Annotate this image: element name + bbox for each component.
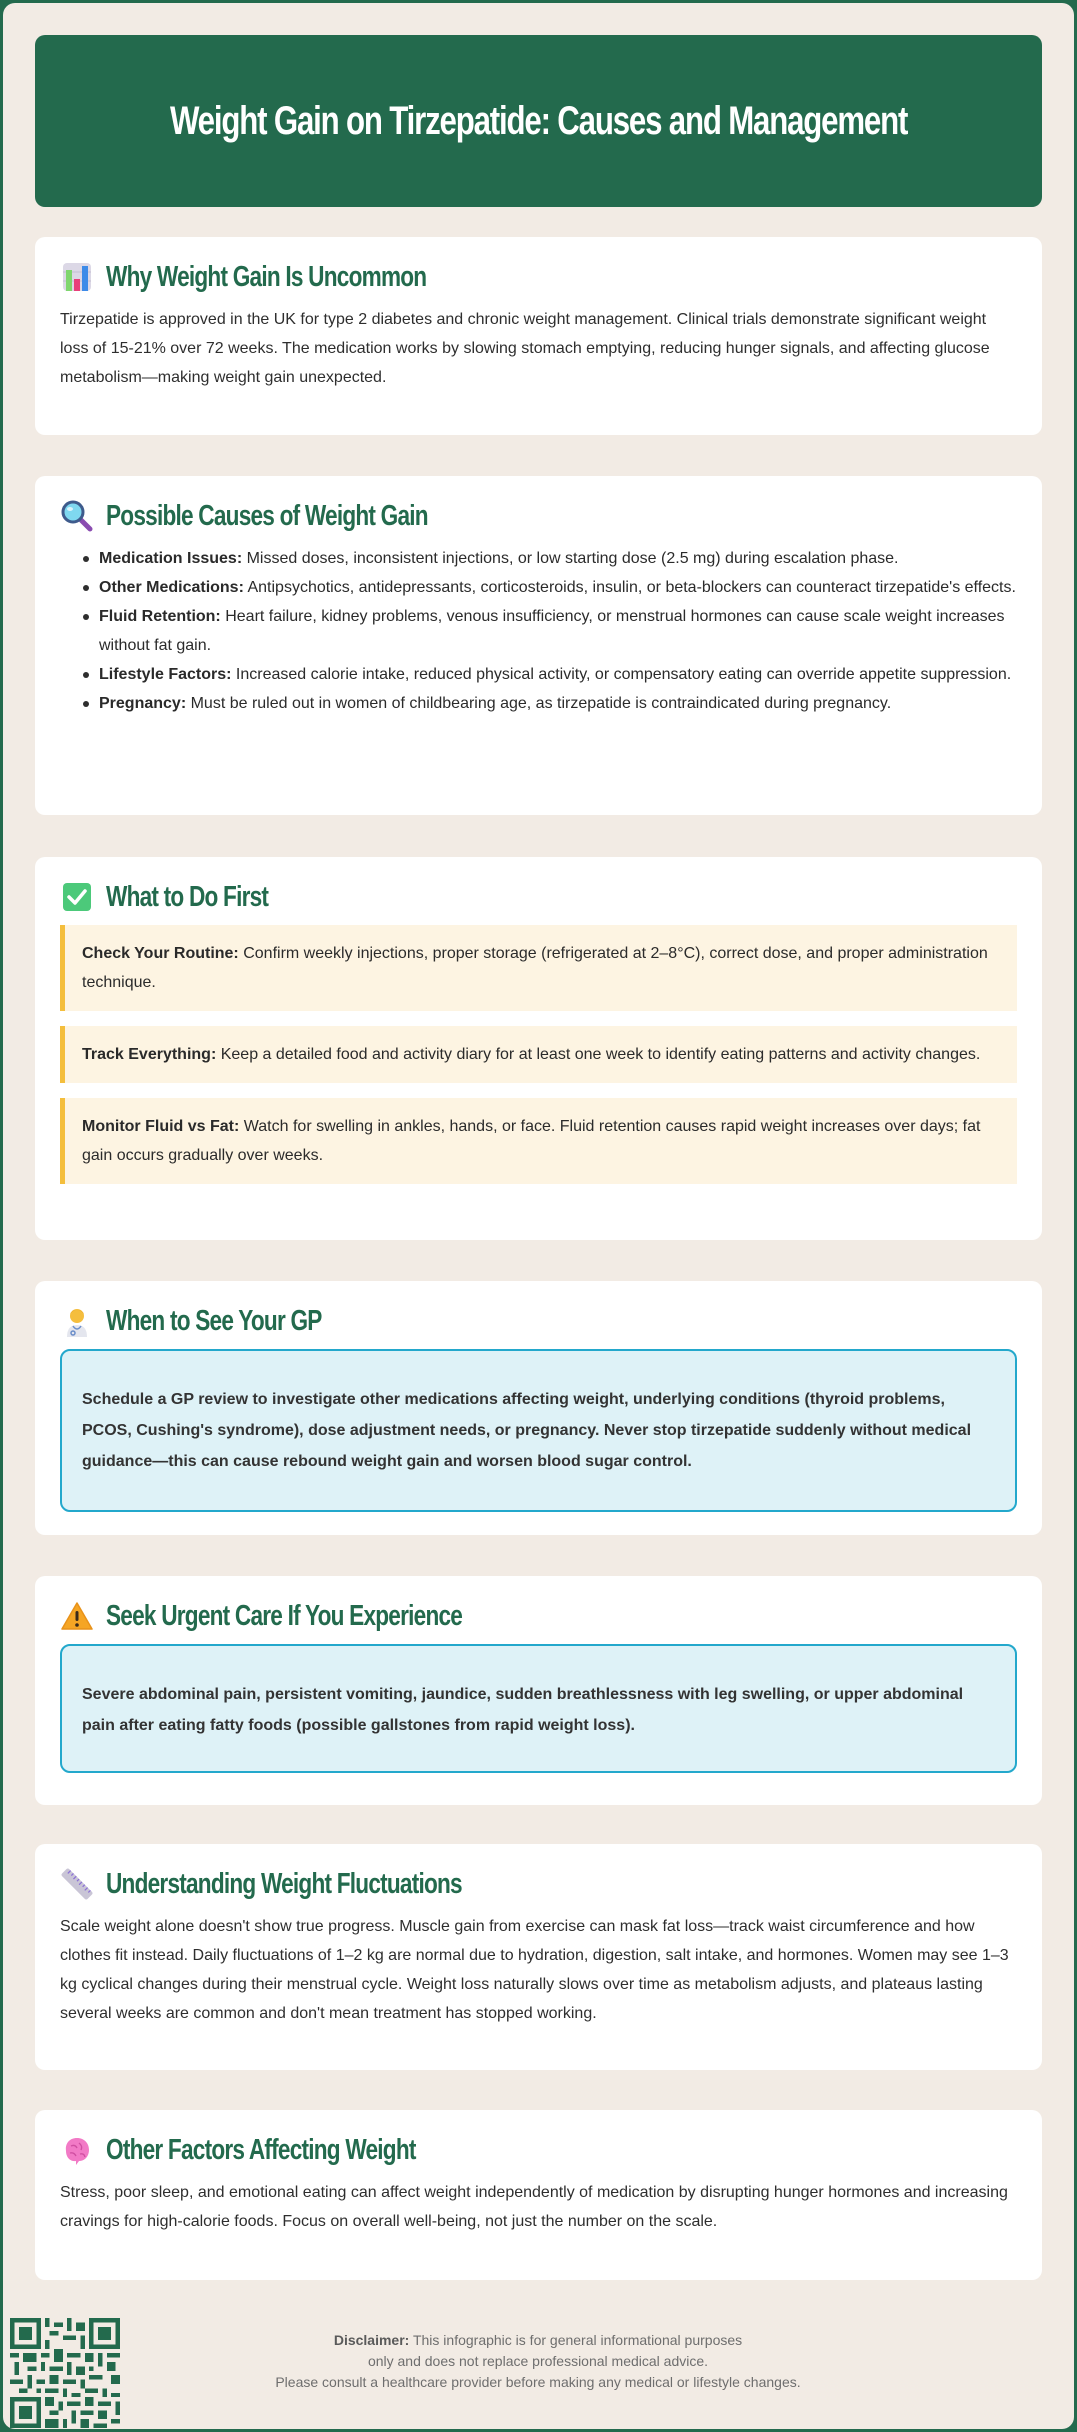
card-possible-causes [35, 476, 1042, 815]
card-why-uncommon [35, 237, 1042, 435]
list-item [87, 544, 1017, 573]
disclaimer-line-2: only and does not replace professional medical advice. [367, 2353, 709, 2369]
step-track-everything [60, 1026, 1017, 1083]
qr-code-icon[interactable] [10, 2318, 120, 2428]
section-title: Other Factors Affecting Weight [106, 2133, 416, 2166]
item-text: Must be ruled out in women of childbearing age, as tirzepatide is contraindicated during pregnancy. [186, 695, 892, 712]
warning-icon [60, 1599, 94, 1633]
page-title: Weight Gain on Tirzepatide: Causes and Management [169, 98, 908, 143]
card-header [60, 1303, 1017, 1339]
section-title: What to Do First [106, 880, 269, 913]
item-label: Fluid Retention: [99, 608, 221, 625]
infographic-frame [3, 3, 1074, 2429]
step-text: Confirm weekly injections, proper storage (refrigerated at 2–8°C), correct dose, and proper administration technique. [82, 945, 988, 991]
causes-list [60, 544, 1017, 718]
section-title: Seek Urgent Care If You Experience [106, 1599, 463, 1632]
header-banner [35, 35, 1042, 207]
card-header [60, 498, 1017, 534]
card-header [60, 1598, 1017, 1634]
list-item [87, 660, 1017, 689]
step-label: Track Everything: [82, 1046, 217, 1063]
ruler-icon [60, 1867, 94, 1901]
check-mark-icon [60, 880, 94, 914]
footer [3, 2310, 1074, 2429]
disclaimer-label: Disclaimer: [333, 2332, 410, 2348]
card-header [60, 2132, 1017, 2168]
section-title: When to See Your GP [106, 1304, 322, 1337]
card-header [60, 259, 1017, 295]
card-header [60, 879, 1017, 915]
item-text: Heart failure, kidney problems, venous insufficiency, or menstrual hormones can cause scale weight increases without fat gain. [99, 608, 1005, 654]
card-weight-fluctuations [35, 1844, 1042, 2070]
section-title: Understanding Weight Fluctuations [106, 1867, 462, 1900]
card-header [60, 1866, 1017, 1902]
list-item [87, 689, 1017, 718]
list-item [87, 573, 1017, 602]
card-what-to-do-first [35, 857, 1042, 1240]
step-label: Monitor Fluid vs Fat: [82, 1118, 240, 1135]
step-monitor-fluid [60, 1098, 1017, 1184]
item-label: Medication Issues: [99, 550, 243, 567]
step-text: Watch for swelling in ankles, hands, or face. Fluid retention causes rapid weight increases over days; fat gain occurs gradually over weeks. [82, 1118, 981, 1164]
card-see-gp [35, 1281, 1042, 1535]
section-text: Stress, poor sleep, and emotional eating can affect weight independently of medication by disrupting hunger hormones and increasing cravings for high-calorie foods. Focus on overall well-being, not just the number on the scale. [60, 2184, 1008, 2230]
list-item [87, 602, 1017, 660]
item-label: Pregnancy: [99, 695, 187, 712]
section-title: Why Weight Gain Is Uncommon [106, 260, 427, 293]
disclaimer [203, 2330, 873, 2393]
section-text: Tirzepatide is approved in the UK for type 2 diabetes and chronic weight management. Clinical trials demonstrate significant weight loss of 15-21% over 72 weeks. The medication works by slowing stomach emptying, reducing hunger signals, and affecting glucose metabolism—making weight gain unexpected. [60, 311, 990, 386]
card-other-factors [35, 2110, 1042, 2280]
step-text: Keep a detailed food and activity diary for at least one week to identify eating patterns and activity changes. [216, 1046, 981, 1063]
section-text: Scale weight alone doesn't show true progress. Muscle gain from exercise can mask fat loss—track waist circumference and how clothes fit instead. Daily fluctuations of 1–2 kg are normal due to hydration, digestion, salt intake, and hormones. Women may see 1–3 kg cyclical changes during their menstrual cycle. Weight loss naturally slows over time as metabolism adjusts, and plateaus lasting several weeks are common and don't mean treatment has stopped working. [60, 1918, 1009, 2022]
section-title: Possible Causes of Weight Gain [106, 499, 428, 532]
disclaimer-line-3: Please consult a healthcare provider before making any medical or lifestyle changes. [275, 2374, 801, 2390]
disclaimer-line-1: This infographic is for general informational purposes [409, 2332, 743, 2348]
card-urgent-care [35, 1576, 1042, 1805]
gp-advice-box: Schedule a GP review to investigate other medications affecting weight, underlying conditions (thyroid problems, PCOS, Cushing's syndrome), dose adjustment needs, or pregnancy. Never stop tirzepatide suddenly without medical guidance—this can cause rebound weight gain and worsen blood sugar control. [60, 1349, 1017, 1512]
step-check-routine [60, 925, 1017, 1011]
doctor-icon [60, 1304, 94, 1338]
magnifying-glass-icon [60, 499, 94, 533]
urgent-symptoms-box: Severe abdominal pain, persistent vomiting, jaundice, sudden breathlessness with leg swelling, or upper abdominal pain after eating fatty foods (possible gallstones from rapid weight loss). [60, 1644, 1017, 1773]
item-text: Missed doses, inconsistent injections, or low starting dose (2.5 mg) during escalation phase. [242, 550, 899, 567]
item-label: Other Medications: [99, 579, 244, 596]
item-label: Lifestyle Factors: [99, 666, 232, 683]
brain-icon [60, 2133, 94, 2167]
item-text: Increased calorie intake, reduced physical activity, or compensatory eating can override appetite suppression. [231, 666, 1012, 683]
step-label: Check Your Routine: [82, 945, 239, 962]
bar-chart-icon [60, 260, 94, 294]
item-text: Antipsychotics, antidepressants, corticosteroids, insulin, or beta-blockers can counteract tirzepatide's effects. [243, 579, 1016, 596]
